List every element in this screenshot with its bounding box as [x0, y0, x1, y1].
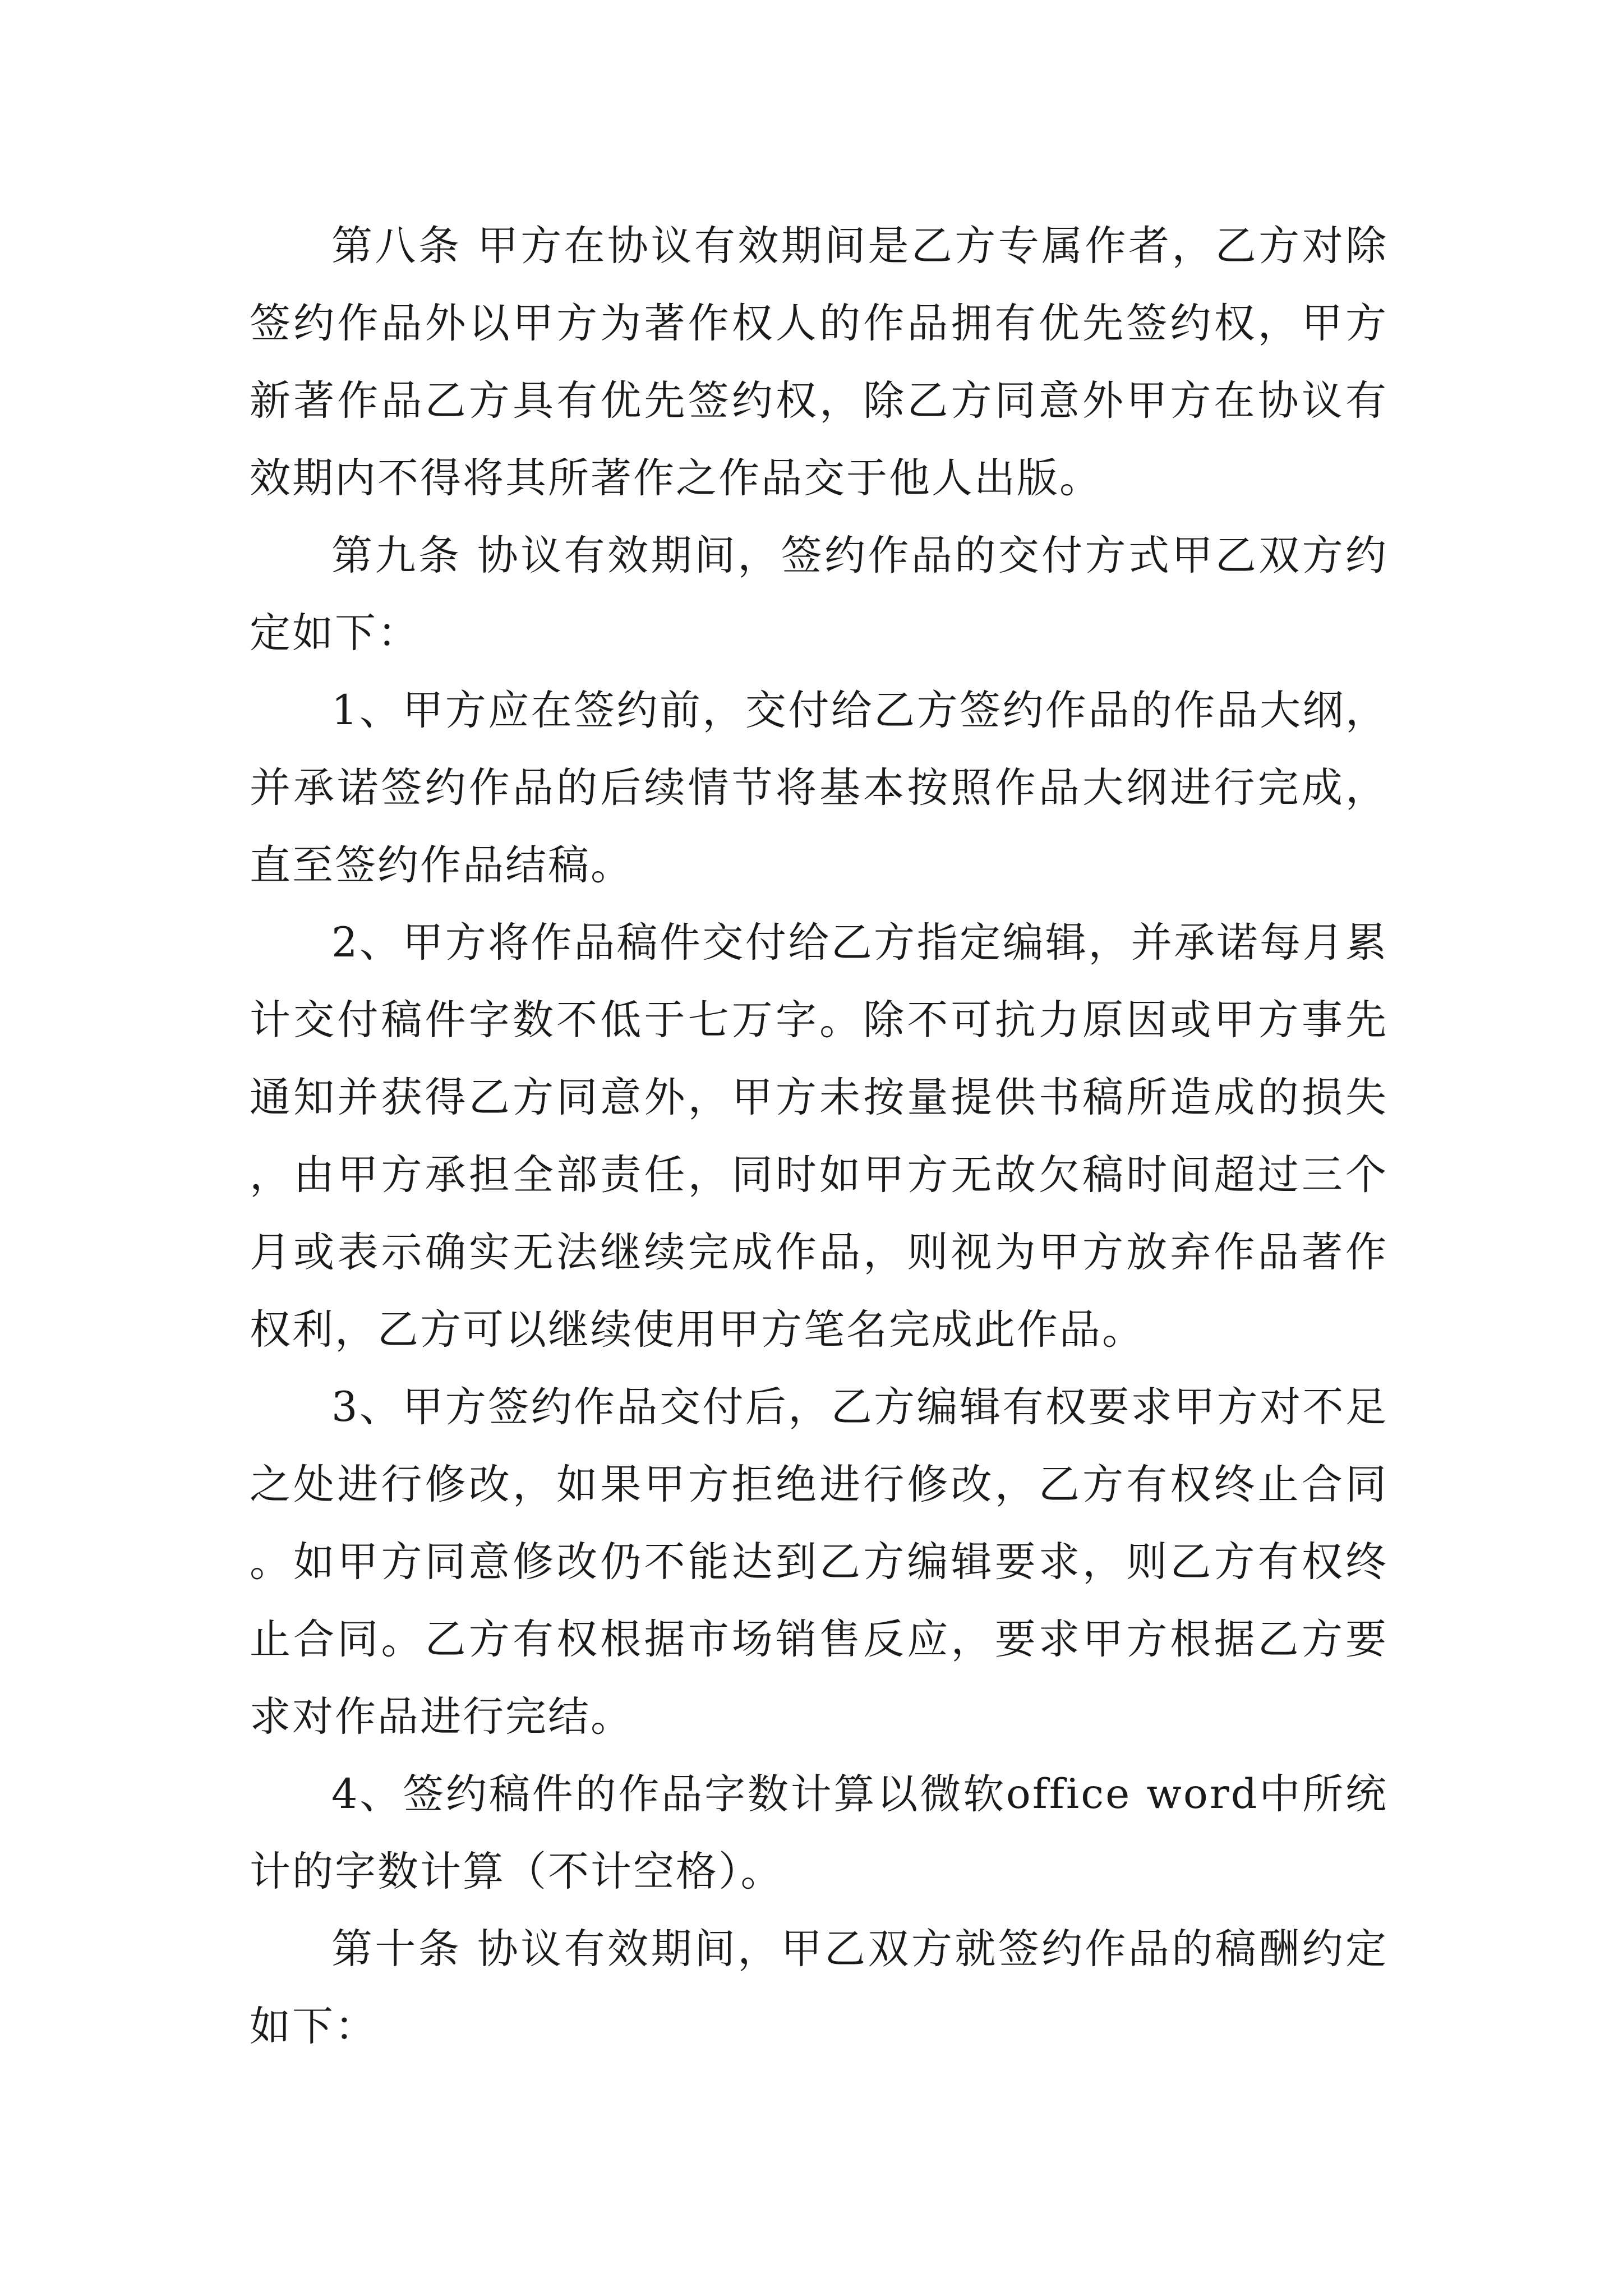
clause-2-paragraph: 2、甲方将作品稿件交付给乙方指定编辑，并承诺每月累计交付稿件字数不低于七万字。除不可抗力原因或甲方事先通知并获得乙方同意外，甲方未按量提供书稿所造成的损失，由甲方承担全部责任，同时如甲方无故欠稿时间超过三个月或表示确实无法继续完成作品，则视为甲方放弃作品著作权利，乙方可以继续使用甲方笔名完成此作品。: [250, 919, 1388, 1354]
clause-4-paragraph: 4、签约稿件的作品字数计算以微软office word中所统计的字数计算（不计空格）。: [250, 1770, 1388, 1895]
article-9-paragraph: 第九条 协议有效期间，签约作品的交付方式甲乙双方约定如下：: [250, 532, 1388, 657]
article-8-paragraph: 第八条 甲方在协议有效期间是乙方专属作者，乙方对除签约作品外以甲方为著作权人的作品拥有优先签约权，甲方新著作品乙方具有优先签约权，除乙方同意外甲方在协议有效期内不得将其所著作之作品交于他人出版。: [250, 222, 1388, 502]
document-page: [250, 208, 1388, 2065]
clause-3-paragraph: 3、甲方签约作品交付后，乙方编辑有权要求甲方对不足之处进行修改，如果甲方拒绝进行修改，乙方有权终止合同。如甲方同意修改仍不能达到乙方编辑要求，则乙方有权终止合同。乙方有权根据市场销售反应，要求甲方根据乙方要求对作品进行完结。: [250, 1383, 1388, 1741]
article-10-paragraph: 第十条 协议有效期间，甲乙双方就签约作品的稿酬约定如下：: [250, 1925, 1388, 2050]
clause-1-paragraph: 1、甲方应在签约前，交付给乙方签约作品的作品大纲，并承诺签约作品的后续情节将基本按照作品大纲进行完成，直至签约作品结稿。: [250, 687, 1388, 889]
